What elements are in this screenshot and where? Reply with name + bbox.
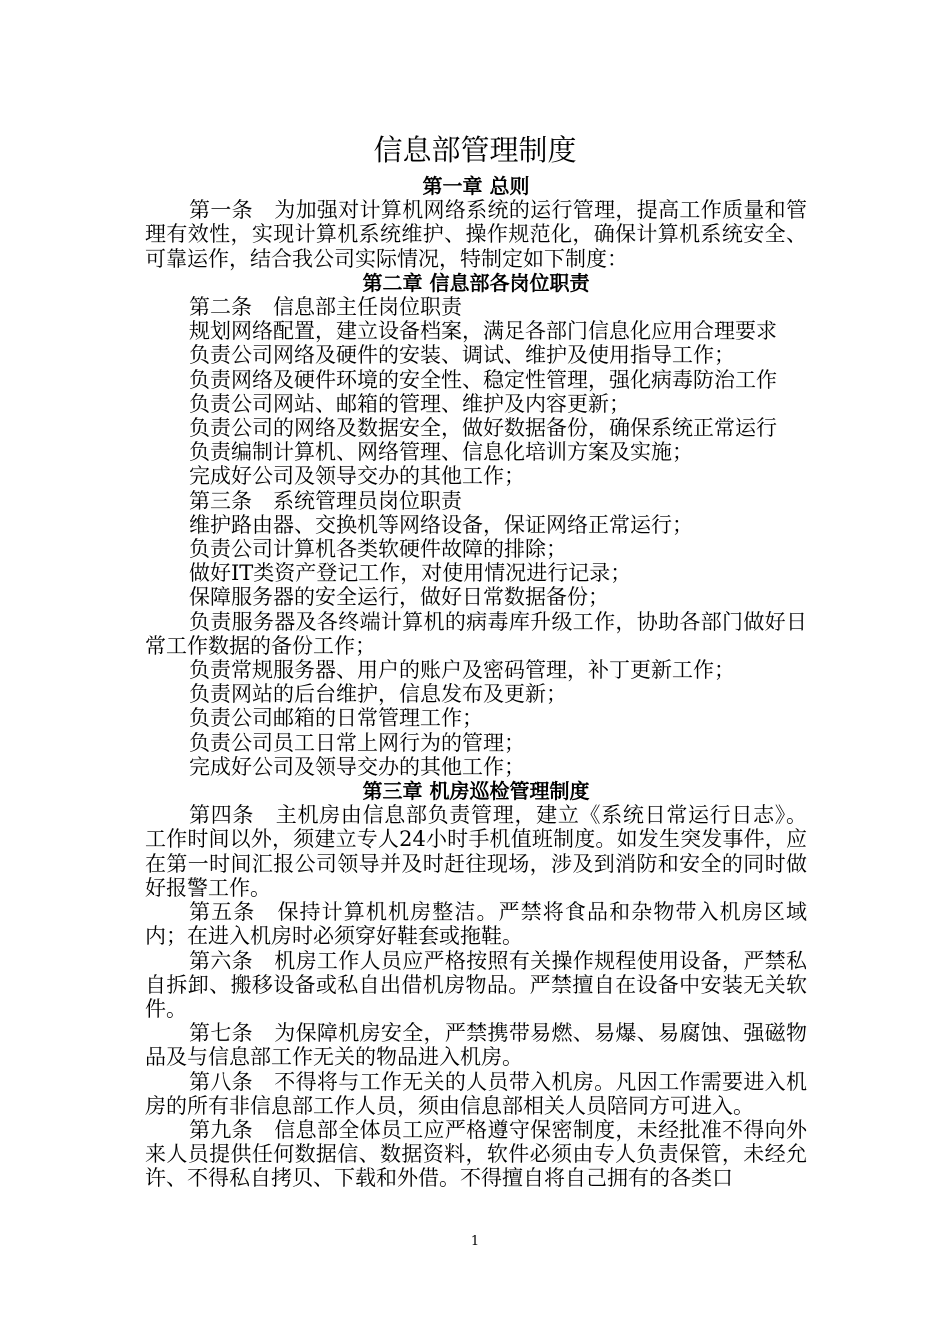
paragraph: 负责公司员工日常上网行为的管理； — [189, 730, 525, 755]
paragraph: 负责公司的网络及数据安全，做好数据备份，确保系统正常运行 — [189, 416, 777, 441]
chapter-heading: 第三章 机房巡检管理制度 — [362, 779, 590, 804]
paragraph: 负责公司网站、邮箱的管理、维护及内容更新； — [189, 391, 630, 416]
paragraph: 完成好公司及领导交办的其他工作； — [189, 464, 525, 489]
paragraph: 第一条 为加强对计算机网络系统的运行管理，提高工作质量和管理有效性，实现计算机系统维护、操作规范化，确保计算机系统安全、可靠运作，结合我公司实际情况，特制定如下制度： — [145, 198, 807, 271]
paragraph: 负责编制计算机、网络管理、信息化培训方案及实施； — [189, 440, 693, 465]
document-body — [145, 174, 807, 1191]
paragraph: 维护路由器、交换机等网络设备，保证网络正常运行； — [189, 512, 693, 537]
chapter-heading: 第一章 总则 — [422, 174, 530, 198]
paragraph: 完成好公司及领导交办的其他工作； — [189, 754, 525, 779]
page-number: 1 — [470, 1234, 480, 1249]
paragraph: 第二条 信息部主任岗位职责 — [189, 295, 462, 320]
chapter-heading: 第二章 信息部各岗位职责 — [362, 270, 590, 295]
paragraph: 保障服务器的安全运行，做好日常数据备份； — [189, 585, 609, 610]
document-title: 信息部管理制度 — [373, 133, 577, 167]
paragraph: 第四条 主机房由信息部负责管理，建立《系统日常运行日志》。工作时间以外，须建立专人24小时手机值班制度。如发生突发事件，应在第一时间汇报公司领导并及时赶往现场，涉及到消防和安全的同时做好报警工作。 — [145, 803, 807, 900]
paragraph: 第六条 机房工作人员应严格按照有关操作规程使用设备，严禁私自拆卸、搬移设备或私自出借机房物品。严禁擅自在设备中安装无关软件。 — [145, 948, 807, 1021]
paragraph: 第三条 系统管理员岗位职责 — [189, 488, 462, 513]
paragraph: 负责公司计算机各类软硬件故障的排除； — [189, 537, 567, 562]
paragraph: 第八条 不得将与工作无关的人员带入机房。凡因工作需要进入机房的所有非信息部工作人员，须由信息部相关人员陪同方可进入。 — [145, 1069, 807, 1118]
paragraph: 第五条 保持计算机机房整洁。严禁将食品和杂物带入机房区域内；在进入机房时必须穿好鞋套或拖鞋。 — [145, 900, 807, 949]
paragraph: 负责常规服务器、用户的账户及密码管理，补丁更新工作； — [189, 658, 735, 683]
paragraph: 负责网站的后台维护，信息发布及更新； — [189, 682, 567, 707]
paragraph: 规划网络配置，建立设备档案，满足各部门信息化应用合理要求 — [189, 319, 777, 344]
paragraph: 第七条 为保障机房安全，严禁携带易燃、易爆、易腐蚀、强磁物品及与信息部工作无关的物品进入机房。 — [145, 1021, 807, 1070]
paragraph: 负责网络及硬件环境的安全性、稳定性管理，强化病毒防治工作 — [189, 367, 777, 392]
paragraph: 负责公司网络及硬件的安装、调试、维护及使用指导工作； — [189, 343, 735, 368]
paragraph: 负责公司邮箱的日常管理工作； — [189, 706, 483, 731]
paragraph: 做好IT类资产登记工作，对使用情况进行记录； — [189, 561, 632, 586]
paragraph: 负责服务器及各终端计算机的病毒库升级工作，协助各部门做好日常工作数据的备份工作； — [145, 609, 807, 658]
paragraph: 第九条 信息部全体员工应严格遵守保密制度，未经批准不得向外来人员提供任何数据信、数据资料，软件必须由专人负责保管，未经允许、不得私自拷贝、下载和外借。不得擅自将自己拥有的各类口 — [145, 1117, 807, 1191]
